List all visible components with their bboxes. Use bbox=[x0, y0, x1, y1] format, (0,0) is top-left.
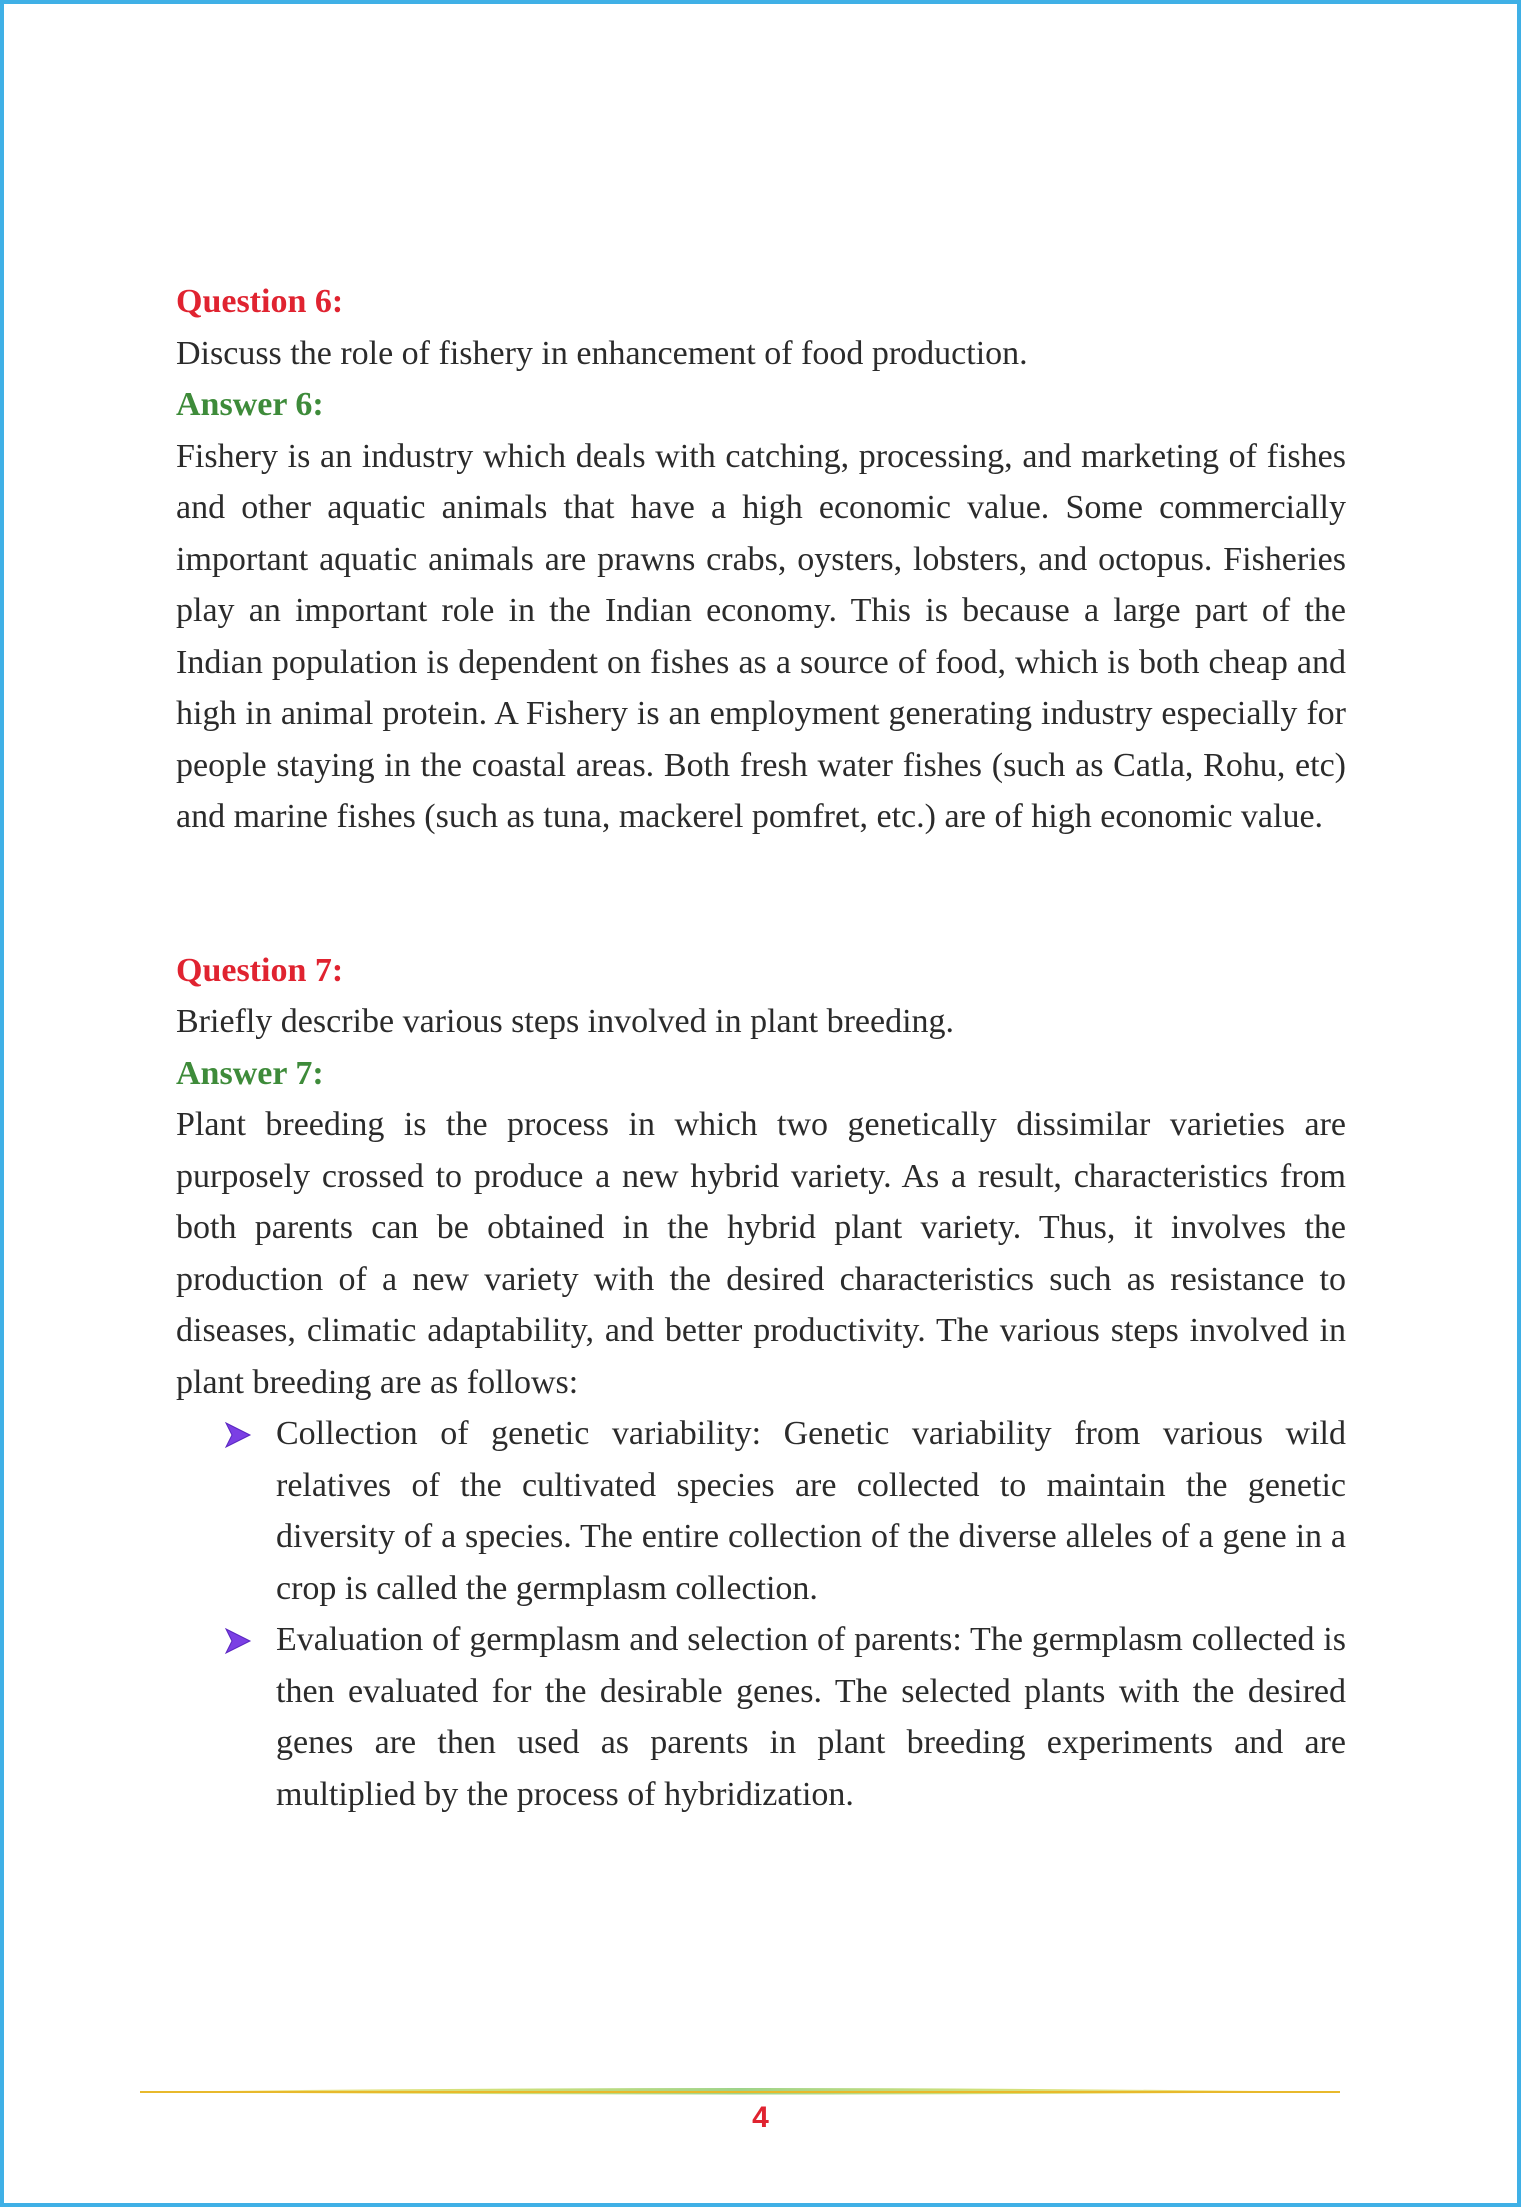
list-item-text: Collection of genetic variability: Genetic variability from various wild relatives of the cultivated species are collected to maintain the genetic diversity of a species. The entire collection of the diverse alleles of a gene in a crop is called the germplasm collection. bbox=[276, 1415, 1346, 1607]
document-body bbox=[176, 276, 1346, 1820]
page-number: 4 bbox=[752, 2101, 769, 2134]
arrowhead-bullet-icon bbox=[224, 1421, 252, 1449]
footer-divider bbox=[140, 2085, 1340, 2097]
answer-6-heading: Answer 6: bbox=[176, 386, 324, 423]
arrowhead-bullet-icon bbox=[224, 1627, 252, 1655]
question-7-heading: Question 7: bbox=[176, 951, 344, 989]
question-7-section bbox=[176, 945, 1346, 1821]
question-6-heading: Question 6: bbox=[176, 283, 344, 320]
plant-breeding-steps-list bbox=[176, 1408, 1346, 1820]
answer-6-text: Fishery is an industry which deals with catching, processing, and marketing of fishes and other aquatic animals that have a high economic value. Some commercially important aquatic animals are prawns crabs, oysters, lobsters, and octopus. Fisheries play an important role in the Indian economy. This is because a large part of the Indian population is dependent on fishes as a source of food, which is both cheap and high in animal protein. A Fishery is an employment generating industry especially for people staying in the coastal areas. Both fresh water fishes (such as Catla, Rohu, etc) and marine fishes (such as tuna, mackerel pomfret, etc.) are of high economic value. bbox=[176, 437, 1346, 835]
list-item-text: Evaluation of germplasm and selection of parents: The germplasm collected is then evaluated for the desirable genes. The selected plants with the desired genes are then used as parents in plant breeding experiments and are multiplied by the process of hybridization. bbox=[276, 1621, 1346, 1813]
answer-7-heading: Answer 7: bbox=[176, 1054, 324, 1092]
question-6-section bbox=[176, 276, 1346, 843]
question-6-text: Discuss the role of fishery in enhancement of food production. bbox=[176, 334, 1028, 372]
answer-7-text: Plant breeding is the process in which two genetically dissimilar varieties are purposely crossed to produce a new hybrid variety. As a result, characteristics from both parents can be obtained in the hybrid plant variety. Thus, it involves the production of a new variety with the desired characteristics such as resistance to diseases, climatic adaptability, and better productivity. The various steps involved in plant breeding are as follows: bbox=[176, 1106, 1346, 1401]
list-item bbox=[176, 1614, 1346, 1820]
list-item bbox=[176, 1408, 1346, 1614]
question-7-text: Briefly describe various steps involved in plant breeding. bbox=[176, 1003, 955, 1040]
section-spacer bbox=[176, 843, 1346, 945]
